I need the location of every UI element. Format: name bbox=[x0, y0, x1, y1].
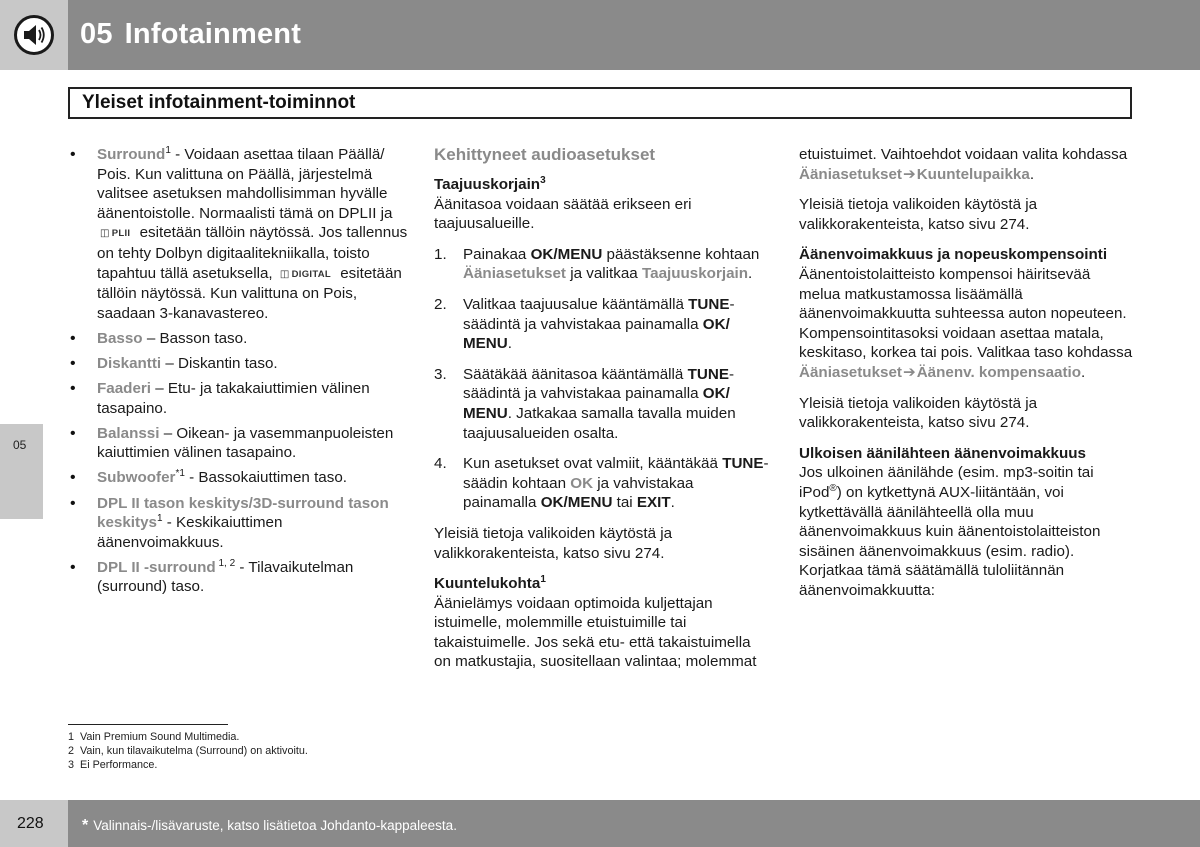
menu-ref-sound-settings: Ääniasetukset bbox=[463, 265, 566, 283]
list-item-text: – Diskantin taso. bbox=[161, 354, 278, 372]
external-source-heading: Ulkoisen äänilähteen äänenvoimakkuus bbox=[799, 444, 1086, 462]
button-ref-ok-menu: OK/ MENU bbox=[463, 385, 730, 422]
chapter-name: Infotainment bbox=[124, 18, 302, 50]
speaker-icon bbox=[13, 14, 55, 56]
step-4 bbox=[434, 454, 769, 513]
footnote-text: Vain, kun tilavaikutelma (Surround) on aktivoitu. bbox=[80, 745, 308, 757]
step-number: 4. bbox=[434, 455, 447, 473]
paragraph-text: ) on kytkettynä AUX-liitäntään, voi kytkettävällä äänilähteellä olla muu äänenvoimakkuus kuin äänentoistolaitteiston sisäinen äänenvoimakkuus (esim. radio). Korjatkaa tämä säätämällä tuloliitännän äänenvoimakkuutta: bbox=[799, 483, 1101, 599]
keyword-dpl-center: DPL II tason keskitys/3D-surround tason keskitys bbox=[97, 494, 389, 532]
footer-note bbox=[82, 817, 457, 835]
page-number: 228 bbox=[17, 815, 44, 832]
side-chapter-tab bbox=[0, 424, 43, 519]
button-ref-tune: TUNE bbox=[722, 455, 764, 473]
step-text: . bbox=[670, 494, 675, 512]
footnote-number: 2 bbox=[68, 745, 75, 757]
keyword-dpl-surround: DPL II -surround bbox=[97, 558, 216, 576]
menu-info-paragraph: Yleisiä tietoja valikoiden käytöstä ja valikkorakenteista, katso sivu 274. bbox=[799, 394, 1038, 432]
keyword-faaderi: Faaderi bbox=[97, 380, 152, 398]
volume-compensation-heading: Äänenvoimakkuus ja nopeuskompensointi bbox=[799, 246, 1108, 264]
step-2 bbox=[434, 295, 769, 354]
list-item-dpl-surround bbox=[68, 558, 413, 597]
section-title: Yleiset infotainment-toiminnot bbox=[82, 92, 356, 113]
step-text: -säädintä ja vahvistakaa painamalla bbox=[463, 295, 735, 333]
equalizer-steps bbox=[434, 245, 769, 513]
list-item-basso bbox=[68, 329, 413, 349]
column-3 bbox=[799, 145, 1134, 611]
menu-info-paragraph: Yleisiä tietoja valikoiden käytöstä ja valikkorakenteista, katso sivu 274. bbox=[799, 196, 1038, 233]
button-ref-tune: TUNE bbox=[687, 365, 729, 383]
keyword-basso: Basso bbox=[97, 329, 143, 347]
step-text: Valitkaa taajuusalue kääntämällä bbox=[463, 295, 689, 313]
step-text: ja vahvistakaa painamalla bbox=[463, 474, 694, 512]
keyword-diskantti: Diskantti bbox=[97, 354, 162, 372]
list-item-text: - Voidaan asettaa tilaan Päällä/ Pois. Kun valittuna on Päällä, järjestelmä valitsee asetuksen mahdollisimman hyvälle äänentoistolle. Normaalisti tämä on DPLII ja bbox=[97, 146, 393, 222]
footnote-text: Vain Premium Sound Multimedia. bbox=[80, 731, 240, 743]
list-item-subwoofer bbox=[68, 468, 413, 488]
step-text: . Jatkakaa samalla tavalla muiden taajuusalueiden osalta. bbox=[463, 404, 736, 442]
section-title-box bbox=[68, 87, 1132, 119]
button-ref-ok-menu: OK/MENU bbox=[540, 494, 613, 512]
list-item-text: - Tilavaikutelman (surround) taso. bbox=[97, 558, 354, 596]
list-item-text: esitetään tällöin näytössä. Kun valittuna on Pois, saadaan 3-kanavastereo. bbox=[97, 264, 402, 322]
paragraph-text: . bbox=[1081, 363, 1086, 381]
optional-star-icon: * bbox=[82, 817, 89, 834]
chapter-title bbox=[80, 18, 301, 51]
equalizer-heading bbox=[434, 175, 769, 195]
chapter-number: 05 bbox=[80, 18, 113, 50]
button-ref-ok-menu: OK/ MENU bbox=[463, 315, 730, 353]
step-3 bbox=[434, 365, 769, 443]
step-text: -säädintä ja vahvistakaa painamalla bbox=[463, 365, 735, 403]
step-1 bbox=[434, 245, 769, 284]
footnotes bbox=[68, 730, 308, 772]
step-number: 2. bbox=[434, 295, 447, 313]
footnote-3 bbox=[68, 758, 308, 772]
step-text: -säädin kohtaan bbox=[463, 455, 769, 492]
menu-ref-listening-position: Kuuntelupaikka bbox=[916, 165, 1030, 183]
list-item-text: - Bassokaiuttimen taso. bbox=[184, 469, 347, 487]
footnote-2 bbox=[68, 744, 308, 758]
list-item-surround bbox=[68, 145, 413, 323]
logo-label: DIGITAL bbox=[291, 268, 331, 280]
footnote-ref: 3 bbox=[540, 174, 546, 186]
paragraph-text: Jos ulkoinen äänilähde (esim. mp3-soitin tai iPod bbox=[799, 464, 1094, 501]
page-number-box bbox=[0, 800, 68, 847]
column-1 bbox=[68, 145, 413, 602]
chapter-icon-box bbox=[0, 0, 68, 70]
footnote-1 bbox=[68, 730, 308, 744]
paragraph-text: . bbox=[1029, 165, 1035, 183]
menu-ref-sound-settings: Ääniasetukset bbox=[799, 363, 902, 381]
dolby-digital-logo: ◫ DIGITAL bbox=[279, 268, 331, 280]
menu-ref-equalizer: Taajuuskorjain bbox=[641, 265, 749, 283]
step-text: . bbox=[748, 265, 753, 283]
menu-ref-ok: OK bbox=[570, 474, 594, 492]
step-text: päästäksenne kohtaan bbox=[602, 245, 760, 263]
side-tab-label: 05 bbox=[13, 438, 27, 452]
list-item-text: – Oikean- ja vasemmanpuoleisten kaiuttimien välinen tasapaino. bbox=[97, 424, 394, 462]
dolby-pl2-logo: ◫ PLII bbox=[100, 228, 131, 240]
menu-ref-volume-compensation: Äänenv. kompensaatio bbox=[916, 363, 1082, 381]
audio-settings-list bbox=[68, 145, 413, 597]
advanced-audio-heading: Kehittyneet audioasetukset bbox=[434, 145, 656, 164]
footnote-ref: 1 bbox=[165, 144, 171, 156]
footnote-ref: 1 bbox=[156, 513, 163, 525]
step-text: Säätäkää äänitasoa kääntämällä bbox=[463, 365, 688, 383]
registered-mark: ® bbox=[829, 482, 837, 494]
footer-note-text: Valinnais-/lisävaruste, katso lisätietoa Johdanto-kappaleesta. bbox=[93, 818, 457, 833]
list-item-text: esitetään tällöin näytössä. Jos tallennus on tehty Dolbyn digitaalitekniikalla, toisto tapahtuu tällä asetuksella, bbox=[97, 224, 408, 282]
listening-position-title: Kuuntelukohta bbox=[434, 575, 541, 593]
logo-label: PLII bbox=[111, 228, 131, 240]
listening-position-text: Äänielämys voidaan optimoida kuljettajan istuimelle, molemmille etuistuimille tai takaistuimelle. Jos sekä etu- että takaistuimella on matkustajia, suositellaan valintaa; molemmat bbox=[434, 594, 757, 671]
footer-band bbox=[68, 800, 1200, 847]
step-text: . bbox=[507, 335, 512, 353]
arrow-right-icon: ➔ bbox=[902, 165, 916, 183]
button-ref-tune: TUNE bbox=[688, 295, 730, 313]
keyword-balanssi: Balanssi bbox=[97, 424, 160, 442]
footnote-ref: 1, 2 bbox=[215, 557, 236, 569]
keyword-surround: Surround bbox=[97, 146, 166, 163]
listening-position-heading bbox=[434, 574, 769, 594]
step-text: Kun asetukset ovat valmiit, kääntäkää bbox=[463, 455, 723, 473]
page-header bbox=[0, 0, 1200, 70]
step-number: 1. bbox=[434, 245, 447, 263]
footnote-text: Ei Performance. bbox=[80, 759, 158, 771]
footnote-ref: *1 bbox=[175, 468, 185, 480]
equalizer-intro: Äänitasoa voidaan säätää erikseen eri taajuusalueille. bbox=[434, 195, 692, 233]
footnote-number: 1 bbox=[68, 731, 75, 743]
keyword-subwoofer: Subwoofer bbox=[97, 469, 176, 487]
menu-info-paragraph: Yleisiä tietoja valikoiden käytöstä ja valikkorakenteista, katso sivu 274. bbox=[434, 524, 673, 562]
equalizer-title: Taajuuskorjain bbox=[434, 176, 541, 193]
list-item-dpl-center bbox=[68, 494, 413, 553]
list-item-text: – Etu- ja takakaiuttimien välinen tasapaino. bbox=[97, 380, 370, 417]
list-item-text: – Basson taso. bbox=[142, 329, 248, 347]
button-ref-ok-menu: OK/MENU bbox=[530, 245, 603, 263]
list-item-text: - Keskikaiuttimen äänenvoimakkuus. bbox=[97, 514, 283, 551]
button-ref-exit: EXIT bbox=[636, 494, 671, 512]
footnote-number: 3 bbox=[68, 759, 75, 771]
column-2 bbox=[434, 145, 769, 683]
list-item-balanssi bbox=[68, 424, 413, 463]
footnote-divider bbox=[68, 724, 228, 725]
step-text: ja valitkaa bbox=[565, 265, 642, 283]
paragraph-text: Äänentoistolaitteisto kompensoi häiritsevää melua matkustamossa lisäämällä äänenvoimakkuutta suhteessa auton nopeuteen. Kompensointitasoksi voidaan asettaa matala, keskitaso, korkea tai pois. Valitkaa taso kohdassa bbox=[799, 265, 1133, 362]
menu-ref-sound-settings: Ääniasetukset bbox=[799, 165, 902, 183]
footnote-ref: 1 bbox=[540, 574, 546, 586]
step-number: 3. bbox=[434, 365, 447, 383]
volume-compensation-text bbox=[799, 265, 1134, 383]
arrow-right-icon: ➔ bbox=[902, 363, 916, 381]
paragraph-text: etuistuimet. Vaihtoehdot voidaan valita kohdassa bbox=[799, 146, 1128, 163]
listening-position-continued bbox=[799, 145, 1134, 184]
external-source-text bbox=[799, 463, 1134, 600]
step-text: tai bbox=[612, 494, 637, 512]
list-item-faaderi bbox=[68, 379, 413, 418]
step-text: Painakaa bbox=[463, 245, 531, 263]
list-item-diskantti bbox=[68, 354, 413, 374]
